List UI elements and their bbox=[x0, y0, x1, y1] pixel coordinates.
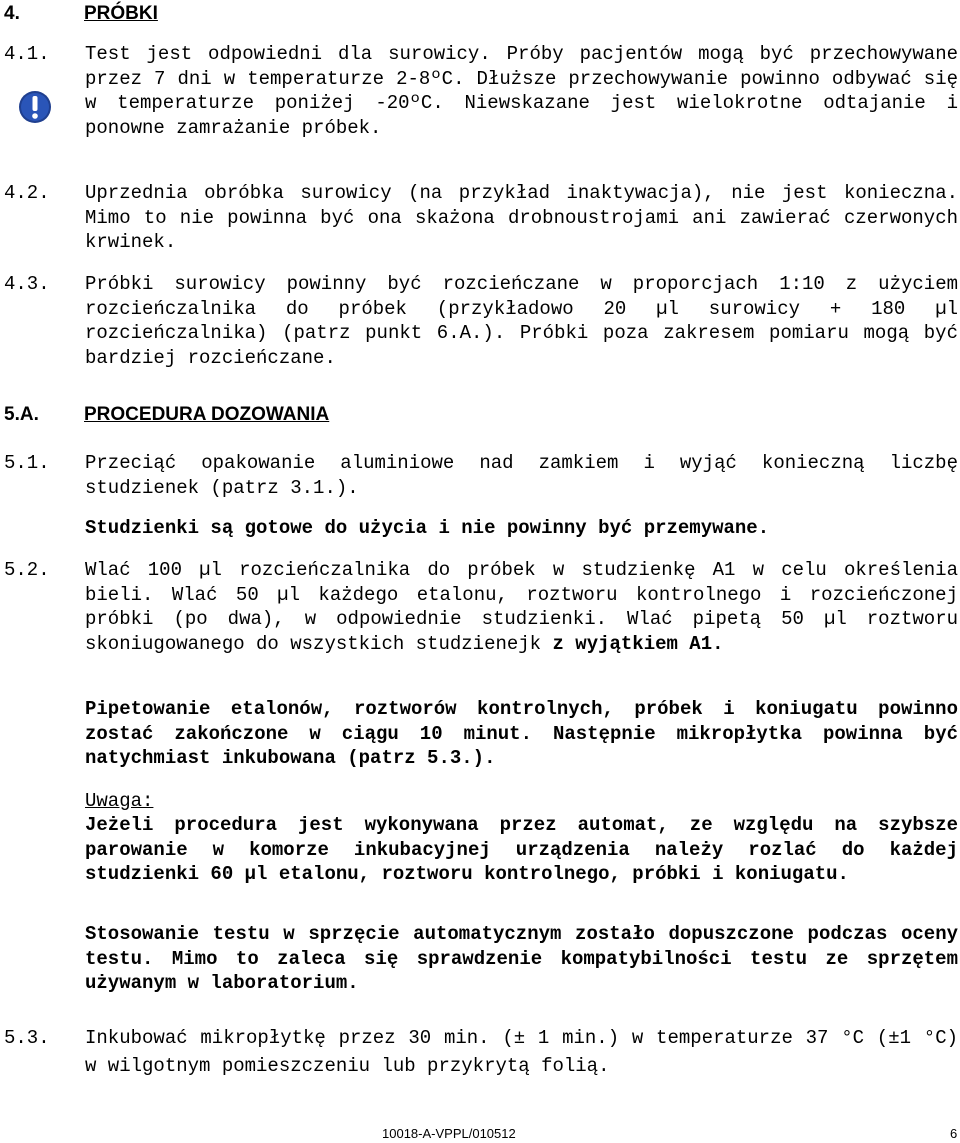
paragraph-number: 5.3. bbox=[4, 1027, 50, 1049]
section-title: PROCEDURA DOZOWANIA bbox=[84, 404, 330, 425]
paragraph-4-1 bbox=[4, 42, 958, 140]
paragraph-text: Inkubować mikropłytkę przez 30 min. (± 1 min.) w temperaturze 37 °C (±1 °C) w wilgotnym pomieszczeniu lub przykrytą folią. bbox=[85, 1027, 958, 1077]
wells-ready-note: Studzienki są gotowe do użycia i nie powinny być przemywane. bbox=[85, 517, 770, 539]
section-number: 5.A. bbox=[4, 404, 39, 425]
paragraph-text: Test jest odpowiedni dla surowicy. Próby pacjentów mogą być przechowywane przez 7 dni w temperaturze 2-8ºC. Dłuższe przechowywanie powinno odbywać się w temperaturze poniżej -20ºC. Niewskazane jest wielokrotne odtajanie i ponowne zamrażanie próbek. bbox=[85, 43, 958, 139]
paragraph-number: 5.1. bbox=[4, 452, 50, 474]
paragraph-5-1 bbox=[4, 451, 958, 500]
paragraph-text: Próbki surowicy powinny być rozcieńczane w proporcjach 1:10 z użyciem rozcieńczalnika do próbek (przykładowo 20 µl surowicy + 180 µl rozcieńczalnika) (patrz punkt 6.A.). Próbki poza zakresem pomiaru mogą być bardziej rozcieńczane. bbox=[85, 273, 958, 369]
warning-label-text: Uwaga: bbox=[85, 790, 154, 812]
paragraph-number: 5.2. bbox=[4, 559, 50, 581]
paragraph-5-2 bbox=[4, 558, 958, 656]
paragraph-number: 4.1. bbox=[4, 43, 50, 65]
paragraph-text-bold-tail: z wyjątkiem A1. bbox=[552, 632, 724, 655]
paragraph-text bbox=[85, 558, 958, 656]
section-number: 4. bbox=[4, 3, 20, 24]
paragraph-text: Uprzednia obróbka surowicy (na przykład inaktywacja), nie jest konieczna. Mimo to nie powinna być ona skażona drobnoustrojami ani zawierać czerwonych krwinek. bbox=[85, 182, 958, 254]
automation-note: Stosowanie testu w sprzęcie automatycznym zostało dopuszczone podczas oceny testu. Mimo to zaleca się sprawdzenie kompatybilności testu ze sprzętem używanym w laboratorium. bbox=[85, 923, 958, 995]
warning-text: Jeżeli procedura jest wykonywana przez automat, ze względu na szybsze parowanie w komorze inkubacyjnej urządzenia należy rozlać do każdej studzienki 60 µl etalonu, roztworu kontrolnego, próbki i koniugatu. bbox=[85, 814, 958, 886]
paragraph-4-2 bbox=[4, 181, 958, 255]
warning-label bbox=[85, 789, 958, 814]
paragraph-text: Przeciąć opakowanie aluminiowe nad zamkiem i wyjąć konieczną liczbę studzienek (patrz 3.1.). bbox=[85, 452, 958, 499]
paragraph-text-main: Wlać 100 µl rozcieńczalnika do próbek w studzienkę A1 w celu określenia bieli. Wlać 50 µl każdego etalonu, roztworu kontrolnego i rozcieńczonej próbki (po dwa), w odpowiednie studzienki. Wlać pipetą 50 µl roztworu skoniugowanego do wszystkich studzienejk bbox=[85, 559, 958, 655]
section-heading-5a bbox=[4, 403, 329, 427]
footer-page-number: 6 bbox=[950, 1126, 958, 1141]
pipetting-timing-note: Pipetowanie etalonów, roztworów kontrolnych, próbek i koniugatu powinno zostać zakończone w ciągu 10 minut. Następnie mikropłytka powinna być natychmiast inkubowana (patrz 5.3.). bbox=[85, 698, 958, 770]
footer-document-code: 10018-A-VPPL/010512 bbox=[382, 1126, 516, 1141]
paragraph-5-3 bbox=[4, 1024, 958, 1080]
paragraph-4-3 bbox=[4, 272, 958, 370]
paragraph-number: 4.3. bbox=[4, 273, 50, 295]
section-title: PRÓBKI bbox=[84, 3, 158, 24]
section-heading-4 bbox=[4, 2, 158, 26]
paragraph-number: 4.2. bbox=[4, 182, 50, 204]
